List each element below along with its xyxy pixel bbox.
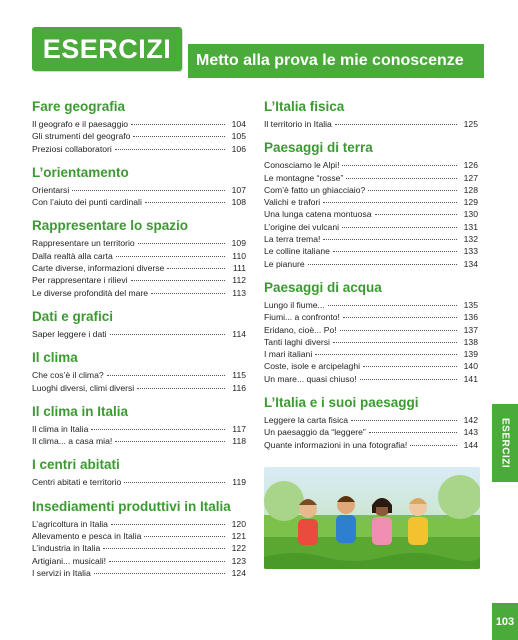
- dot-leader: [323, 239, 457, 240]
- entry-page: 138: [463, 336, 478, 347]
- dot-leader: [131, 124, 225, 125]
- toc-entry[interactable]: [264, 118, 478, 130]
- dot-leader: [343, 317, 457, 318]
- section-subtitle: Metto alla prova le mie conoscenze: [188, 44, 484, 78]
- entry-title: Coste, isole e arcipelaghi: [264, 361, 361, 372]
- entry-title: Gli strumenti del geografo: [32, 131, 131, 142]
- dot-leader: [151, 293, 225, 294]
- dot-leader: [115, 149, 225, 150]
- toc-entry[interactable]: [32, 328, 246, 340]
- entry-page: 106: [231, 143, 246, 154]
- dot-leader: [328, 305, 457, 306]
- section-heading: Insediamenti produttivi in Italia: [32, 498, 231, 514]
- entry-title: La terra trema!: [264, 234, 321, 245]
- entry-title: I mari italiani: [264, 349, 313, 360]
- toc-entry[interactable]: [264, 299, 478, 311]
- section-heading: L’orientamento: [32, 164, 129, 180]
- dot-leader: [91, 429, 225, 430]
- toc-entry[interactable]: [264, 208, 478, 220]
- entry-page: 137: [463, 324, 478, 335]
- entry-title: Una lunga catena montuosa: [264, 209, 372, 220]
- section-heading: Fare geografia: [32, 99, 126, 114]
- toc-entry[interactable]: [264, 426, 478, 438]
- toc-section: [32, 217, 246, 298]
- dot-leader: [368, 190, 457, 191]
- dot-leader: [342, 227, 457, 228]
- toc-entry[interactable]: [264, 258, 478, 270]
- toc-entry[interactable]: [264, 373, 478, 385]
- entry-page: 115: [232, 370, 246, 381]
- entry-title: Le pianure: [264, 258, 305, 269]
- section-heading: L’Italia fisica: [264, 99, 345, 114]
- section-heading: I centri abitati: [32, 457, 120, 473]
- toc-entry[interactable]: [32, 196, 246, 208]
- dot-leader: [375, 214, 458, 215]
- toc-entry[interactable]: [32, 435, 246, 447]
- dot-leader: [144, 536, 225, 537]
- side-tab-label: ESERCIZI: [499, 417, 511, 469]
- entry-page: 119: [232, 477, 246, 488]
- entry-title: Le diverse profondità del mare: [32, 287, 149, 298]
- entry-title: Quante informazioni in una fotografia!: [264, 439, 408, 450]
- toc-entry[interactable]: [264, 414, 478, 426]
- entry-page: 117: [232, 423, 246, 434]
- entry-page: 129: [463, 197, 478, 208]
- entry-page: 135: [463, 299, 478, 310]
- entry-title: Con l’aiuto dei punti cardinali: [32, 197, 142, 208]
- entry-page: 110: [232, 250, 246, 261]
- entry-page: 136: [463, 312, 478, 323]
- toc-section: [32, 308, 246, 340]
- dot-leader: [124, 482, 225, 483]
- entry-title: Orientarsi: [32, 184, 70, 195]
- section-heading: Paesaggi di acqua: [264, 279, 382, 295]
- toc-entry[interactable]: [32, 262, 246, 274]
- dot-leader: [116, 256, 225, 257]
- section-heading: Il clima in Italia: [32, 403, 129, 419]
- dot-leader: [72, 190, 225, 191]
- toc-section: [32, 498, 246, 579]
- entry-title: Preziosi collaboratori: [32, 143, 112, 154]
- toc-section: [32, 456, 246, 488]
- toc-entry[interactable]: [32, 476, 246, 488]
- entry-page: 122: [231, 543, 246, 554]
- entry-page: 125: [463, 119, 478, 129]
- section-heading: Paesaggi di terra: [264, 140, 373, 156]
- entry-title: Dalla realtà alla carta: [32, 250, 113, 261]
- entry-title: L’origine dei vulcani: [264, 221, 340, 232]
- dot-leader: [315, 354, 457, 355]
- toc-right-column: [264, 98, 478, 460]
- entry-title: L’industria in Italia: [32, 543, 101, 554]
- page-number: 103: [492, 603, 518, 640]
- dot-leader: [115, 441, 225, 442]
- entry-page: 134: [463, 258, 478, 269]
- entry-page: 139: [463, 349, 478, 360]
- toc-entry[interactable]: [264, 348, 478, 360]
- dot-leader: [145, 202, 225, 203]
- toc-section: [264, 394, 478, 451]
- child-4: [408, 498, 428, 545]
- entry-page: 142: [463, 415, 478, 426]
- entry-title: Artigiani... musicali!: [32, 555, 107, 566]
- entry-title: Un paesaggio da “leggere”: [264, 427, 366, 438]
- entry-page: 131: [463, 221, 478, 232]
- toc-entry[interactable]: [32, 184, 246, 196]
- entry-page: 120: [231, 518, 246, 529]
- toc-entry[interactable]: [32, 542, 246, 554]
- section-heading: Il clima: [32, 350, 78, 366]
- entry-title: Carte diverse, informazioni diverse: [32, 263, 165, 274]
- toc-entry[interactable]: [264, 184, 478, 196]
- entry-page: 132: [463, 234, 478, 245]
- entry-title: Fiumi... a confronto!: [264, 312, 340, 323]
- entry-title: Le colline italiane: [264, 246, 330, 257]
- toc-entry[interactable]: [32, 250, 246, 262]
- dot-leader: [333, 342, 457, 343]
- dot-leader: [360, 379, 457, 380]
- toc-entry[interactable]: [32, 118, 246, 130]
- toc-entry[interactable]: [32, 274, 246, 286]
- toc-entry[interactable]: [264, 311, 478, 323]
- entry-page: 109: [231, 238, 246, 249]
- dot-leader: [342, 165, 457, 166]
- entry-page: 118: [232, 436, 246, 447]
- entry-title: Allevamento e pesca in Italia: [32, 531, 142, 542]
- dot-leader: [346, 178, 457, 179]
- entry-title: Eridano, cioè... Po!: [264, 324, 337, 335]
- entry-page: 141: [463, 373, 478, 384]
- toc-entry[interactable]: [264, 245, 478, 257]
- toc-entry[interactable]: [32, 130, 246, 142]
- entry-title: Centri abitati e territorio: [32, 477, 122, 488]
- entry-title: I servizi in Italia: [32, 567, 91, 578]
- toc-entry[interactable]: [32, 287, 246, 299]
- entry-title: Per rappresentare i rilievi: [32, 275, 128, 286]
- entry-page: 144: [463, 439, 478, 450]
- entry-title: L’agricoltura in Italia: [32, 518, 108, 529]
- dot-leader: [131, 280, 225, 281]
- toc-left-column: [32, 98, 246, 588]
- dot-leader: [107, 375, 225, 376]
- entry-title: Leggere la carta fisica: [264, 415, 349, 426]
- dot-leader: [138, 243, 225, 244]
- entry-page: 127: [463, 172, 478, 183]
- entry-title: Rappresentare un territorio: [32, 238, 135, 249]
- section-title-box: ESERCIZI: [32, 27, 182, 71]
- entry-page: 130: [463, 209, 478, 220]
- toc-entry[interactable]: [32, 143, 246, 155]
- toc-section: [264, 139, 478, 270]
- dot-leader: [351, 420, 457, 421]
- dot-leader: [109, 561, 225, 562]
- entry-title: Le montagne “rosse”: [264, 172, 344, 183]
- section-heading: Rappresentare lo spazio: [32, 218, 189, 234]
- toc-entry[interactable]: [32, 567, 246, 579]
- entry-page: 113: [232, 287, 246, 298]
- toc-entry[interactable]: [264, 233, 478, 245]
- dot-leader: [333, 251, 457, 252]
- entry-page: 126: [463, 160, 478, 171]
- dot-leader: [369, 432, 457, 433]
- entry-title: Che cos’è il clima?: [32, 370, 104, 381]
- entry-title: Saper leggere i dati: [32, 328, 107, 339]
- dot-leader: [363, 366, 457, 367]
- entry-title: Com’è fatto un ghiacciaio?: [264, 184, 366, 195]
- header: [0, 0, 518, 86]
- child-2: [336, 496, 356, 543]
- entry-title: Tanti laghi diversi: [264, 336, 330, 347]
- entry-title: Valichi e trafori: [264, 197, 321, 208]
- entry-page: 108: [231, 197, 246, 208]
- section-heading: Dati e grafici: [32, 308, 114, 324]
- entry-page: 104: [231, 119, 246, 129]
- toc-entry[interactable]: [264, 221, 478, 233]
- dot-leader: [137, 388, 225, 389]
- toc-entry[interactable]: [264, 336, 478, 348]
- toc-entry[interactable]: [264, 196, 478, 208]
- dot-leader: [94, 573, 225, 574]
- entry-page: 116: [232, 382, 246, 393]
- toc-entry[interactable]: [32, 530, 246, 542]
- toc-section: [264, 98, 478, 130]
- entry-title: Il clima in Italia: [32, 423, 89, 434]
- toc-section: [32, 98, 246, 155]
- toc-section: [264, 279, 478, 385]
- toc-entry[interactable]: [32, 518, 246, 530]
- toc-section: [32, 164, 246, 209]
- dot-leader: [323, 202, 457, 203]
- toc-entry[interactable]: [264, 360, 478, 372]
- entry-page: 133: [463, 246, 478, 257]
- section-heading: L’Italia e i suoi paesaggi: [264, 395, 419, 411]
- toc-entry[interactable]: [32, 555, 246, 567]
- dot-leader: [340, 330, 457, 331]
- entry-title: Lungo il fiume...: [264, 299, 325, 310]
- toc-entry[interactable]: [32, 423, 246, 435]
- entry-title: Il territorio in Italia: [264, 119, 332, 129]
- dot-leader: [103, 548, 225, 549]
- dot-leader: [110, 334, 225, 335]
- dot-leader: [133, 136, 225, 137]
- entry-page: 140: [463, 361, 478, 372]
- entry-title: Il geografo e il paesaggio: [32, 119, 129, 129]
- entry-page: 114: [232, 328, 246, 339]
- toc-entry[interactable]: [264, 324, 478, 336]
- dot-leader: [335, 124, 457, 125]
- entry-page: 143: [463, 427, 478, 438]
- dot-leader: [111, 524, 225, 525]
- entry-title: Un mare... quasi chiuso!: [264, 373, 357, 384]
- entry-page: 123: [231, 555, 246, 566]
- side-tab: [492, 404, 518, 482]
- dot-leader: [167, 268, 225, 269]
- toc-entry[interactable]: [32, 382, 246, 394]
- toc-entry[interactable]: [264, 159, 478, 171]
- entry-page: 107: [231, 184, 246, 195]
- toc-entry[interactable]: [32, 237, 246, 249]
- child-1: [298, 499, 318, 545]
- toc-section: [32, 349, 246, 394]
- entry-title: Il clima... a casa mia!: [32, 436, 113, 447]
- entry-title: Conosciamo le Alpi!: [264, 160, 340, 171]
- entry-page: 121: [231, 531, 246, 542]
- dot-leader: [410, 445, 457, 446]
- entry-page: 105: [231, 131, 246, 142]
- toc-entry[interactable]: [264, 172, 478, 184]
- entry-page: 128: [463, 184, 478, 195]
- child-3: [372, 498, 392, 545]
- dot-leader: [308, 264, 457, 265]
- toc-entry[interactable]: [32, 369, 246, 381]
- entry-page: 112: [232, 275, 246, 286]
- toc-entry[interactable]: [264, 439, 478, 451]
- entry-page: 124: [231, 567, 246, 578]
- toc-section: [32, 403, 246, 448]
- children-photo: [264, 467, 480, 569]
- entry-title: Luoghi diversi, climi diversi: [32, 382, 135, 393]
- entry-page: 111: [232, 263, 246, 274]
